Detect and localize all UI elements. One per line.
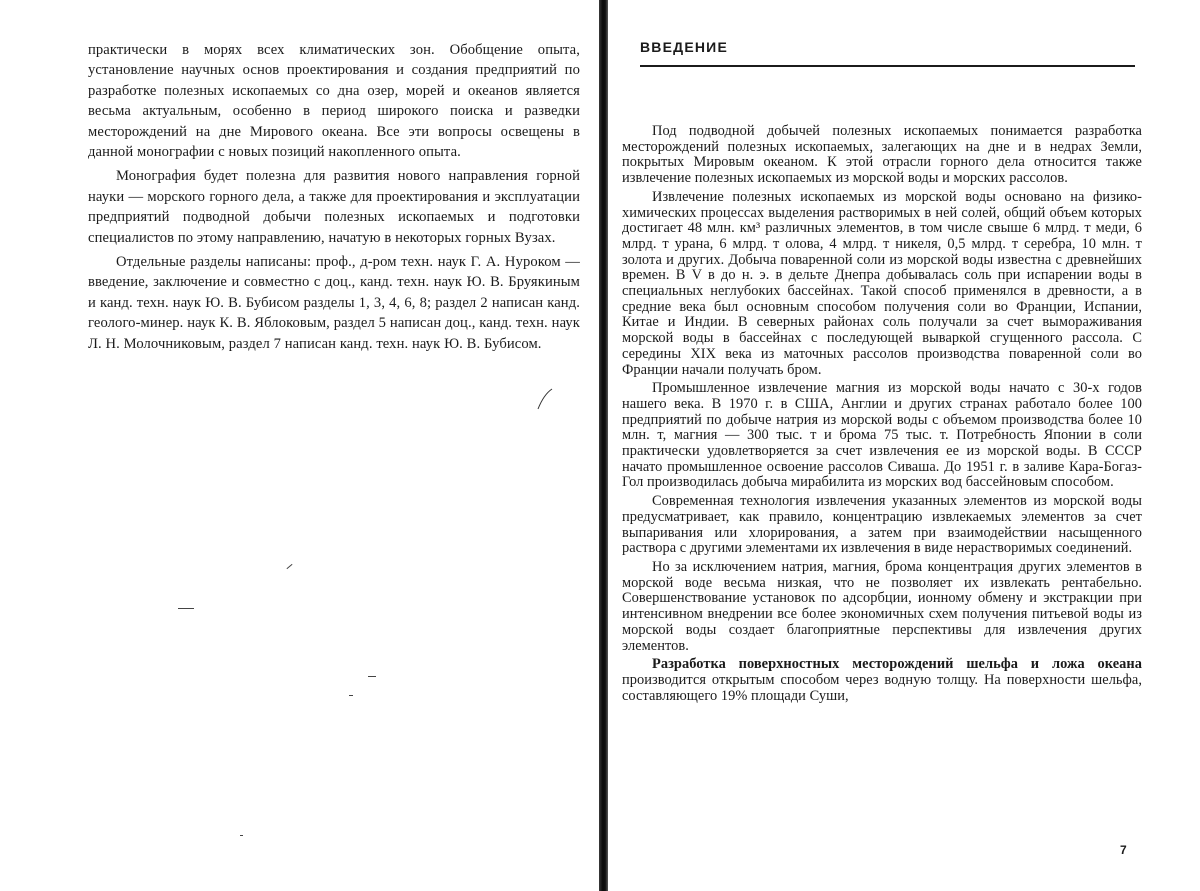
scan-speck	[349, 695, 353, 696]
scan-speck	[178, 608, 194, 609]
right-paragraph-3: Промышленное извлечение магния из морской воды начато с 30-х годов нашего века. В 1970 г. в США, Англии и других странах работало более 100 предприятий по добыче натрия из морской воды с объемом производства более 10 млн. т, магния — 300 тыс. т и брома 75 тыс. т. Потребность Японии в соли практически удовлетворяется за счет извлечения ее из морской воды. В СССР начато промышленное освоение рассолов Сиваша. До 1951 г. в заливе Кара-Богаз-Гол производилась добыча мирабилита из морских вод бассейновым способом.	[622, 380, 1142, 491]
left-page-text	[88, 40, 580, 358]
book-gutter	[599, 0, 608, 891]
page-number: 7	[1120, 843, 1127, 857]
right-paragraph-2: Извлечение полезных ископаемых из морской воды основано на физико-химических процессах выделения растворимых в ней солей, общий объем которых достигает 48 млн. км³ различных элементов, в том числе свыше 6 млрд. т меди, 6 млрд. т урана, 6 млрд. т олова, 4 млрд. т никеля, 0,5 млрд. т серебра, 10 млн. т золота и других. Добыча поваренной соли из морской воды известна с древнейших времен. В V в до н. э. в дельте Днепра добывалась соль при испарении воды в специальных неглубоких бассейнах. Такой способ применялся в древности, а в средние века был основным способом получения соли во Франции, Испании, Китае и Индии. В северных районах соль получали за счет вымораживания морской воды в бассейнах с последующей вываркой сгущенного рассола. С середины XIX века из маточных рассолов производства поваренной соли во Франции начали получать бром.	[622, 188, 1142, 378]
right-page	[610, 0, 1200, 891]
right-paragraph-4: Современная технология извлечения указанных элементов из морской воды предусматривает, как правило, концентрацию извлекаемых элементов за счет выпаривания или хлорирования, а затем при взаимодействии насыщенного раствора с другими элементами их извлечения в виде нерастворимых соединений.	[622, 493, 1142, 557]
right-paragraph-6-rest: производится открытым способом через водную толщу. На поверхности шельфа, составляющего 19% площади Суши,	[622, 671, 1142, 704]
right-paragraph-1: Под подводной добычей полезных ископаемых понимается разработка месторождений полезных ископаемых, залегающих на дне и в недрах Земли, покрытых Мировым океаном. К этой отрасли горного дела относится также извлечение полезных ископаемых из морской воды и морских рассолов.	[622, 123, 1142, 187]
scan-speck	[286, 564, 292, 569]
right-paragraph-6	[622, 657, 1142, 704]
right-paragraph-5: Но за исключением натрия, магния, брома концентрация других элементов в морской воде весьма низкая, что не позволяет их извлекать рентабельно. Совершенствование установок по адсорбции, ионному обмену и экстракции при интенсивном внедрении все более экономичных схем получения питьевой воды из морской воды создает благоприятные перспективы для извлечения других элементов.	[622, 558, 1142, 654]
scan-speck	[368, 676, 376, 677]
left-paragraph-2: Монография будет полезна для развития нового направления горной науки — морского горного дела, а также для проектирования и эксплуатации предприятий подводной добычи полезных ископаемых и подготовки специалистов по этому направлению, начатую в некоторых горных Вузах.	[88, 168, 580, 246]
right-paragraph-6-bold-lead: Разработка поверхностных месторождений шельфа и ложа океана	[652, 656, 1142, 673]
left-paragraph-3: Отдельные разделы написаны: проф., д-ром техн. наук Г. А. Нуроком — введение, заключение и совместно с доц., канд. техн. наук Ю. В. Бруякиным и канд. техн. наук Ю. В. Бубисом разделы 1, 3, 4, 6, 8; раздел 2 написан канд. геолого-минер. наук К. В. Яблоковым, раздел 5 написан доц., канд. техн. наук Л. Н. Молочниковым, раздел 7 написан канд. техн. наук Ю. В. Бубисом.	[88, 254, 580, 352]
section-heading: ВВЕДЕНИЕ	[640, 39, 1135, 67]
right-page-text	[622, 124, 1142, 707]
scan-pen-mark	[534, 387, 554, 411]
scan-speck	[240, 835, 243, 836]
left-page	[0, 0, 598, 891]
left-paragraph-continuation: практически в морях всех климатических зон. Обобщение опыта, установление научных основ проектирования и создания предприятий по разработке полезных ископаемых со дна озер, морей и океанов является весьма актуальным, особенно в период широкого поиска и разведки месторождений на дне Мирового океана. Все эти вопросы освещены в данной монографии с новых позиций накопленного опыта.	[88, 42, 580, 161]
